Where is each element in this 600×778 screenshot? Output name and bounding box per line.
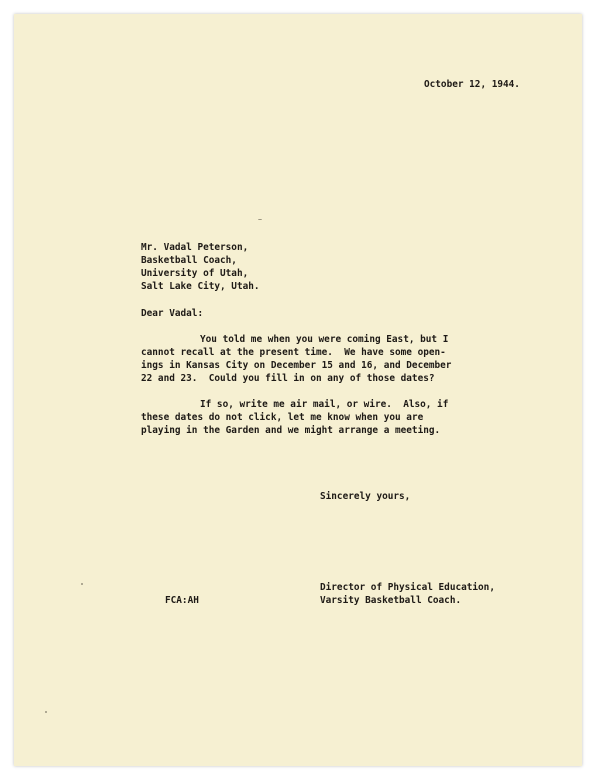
recipient-line: Basketball Coach, [141,255,237,266]
paragraph-line: playing in the Garden and we might arrange a meeting. [141,425,441,436]
recipient-line: Salt Lake City, Utah. [141,281,260,292]
letter-date: October 12, 1944. [424,79,520,90]
paragraph-line: You told me when you were coming East, but I [200,334,449,345]
signature-title-line: Director of Physical Education, [320,582,495,593]
paragraph-line: ings in Kansas City on December 15 and 16, and December [141,360,452,371]
paper-speck [45,711,47,713]
recipient-line: University of Utah, [141,268,249,279]
salutation: Dear Vadal: [141,308,204,319]
paper-speck [258,219,262,220]
paragraph-line: If so, write me air mail, or wire. Also, if [200,399,449,410]
reference-initials: FCA:AH [165,595,199,606]
paragraph-line: these dates do not click, let me know when you are [141,412,424,423]
signature-title-line: Varsity Basketball Coach. [320,595,462,606]
paper-speck [81,583,83,585]
paragraph-line: cannot recall at the present time. We have some open- [141,347,446,358]
recipient-line: Mr. Vadal Peterson, [141,242,249,253]
closing: Sincerely yours, [320,491,411,502]
letter-page [14,14,582,766]
paragraph-line: 22 and 23. Could you fill in on any of those dates? [141,373,435,384]
